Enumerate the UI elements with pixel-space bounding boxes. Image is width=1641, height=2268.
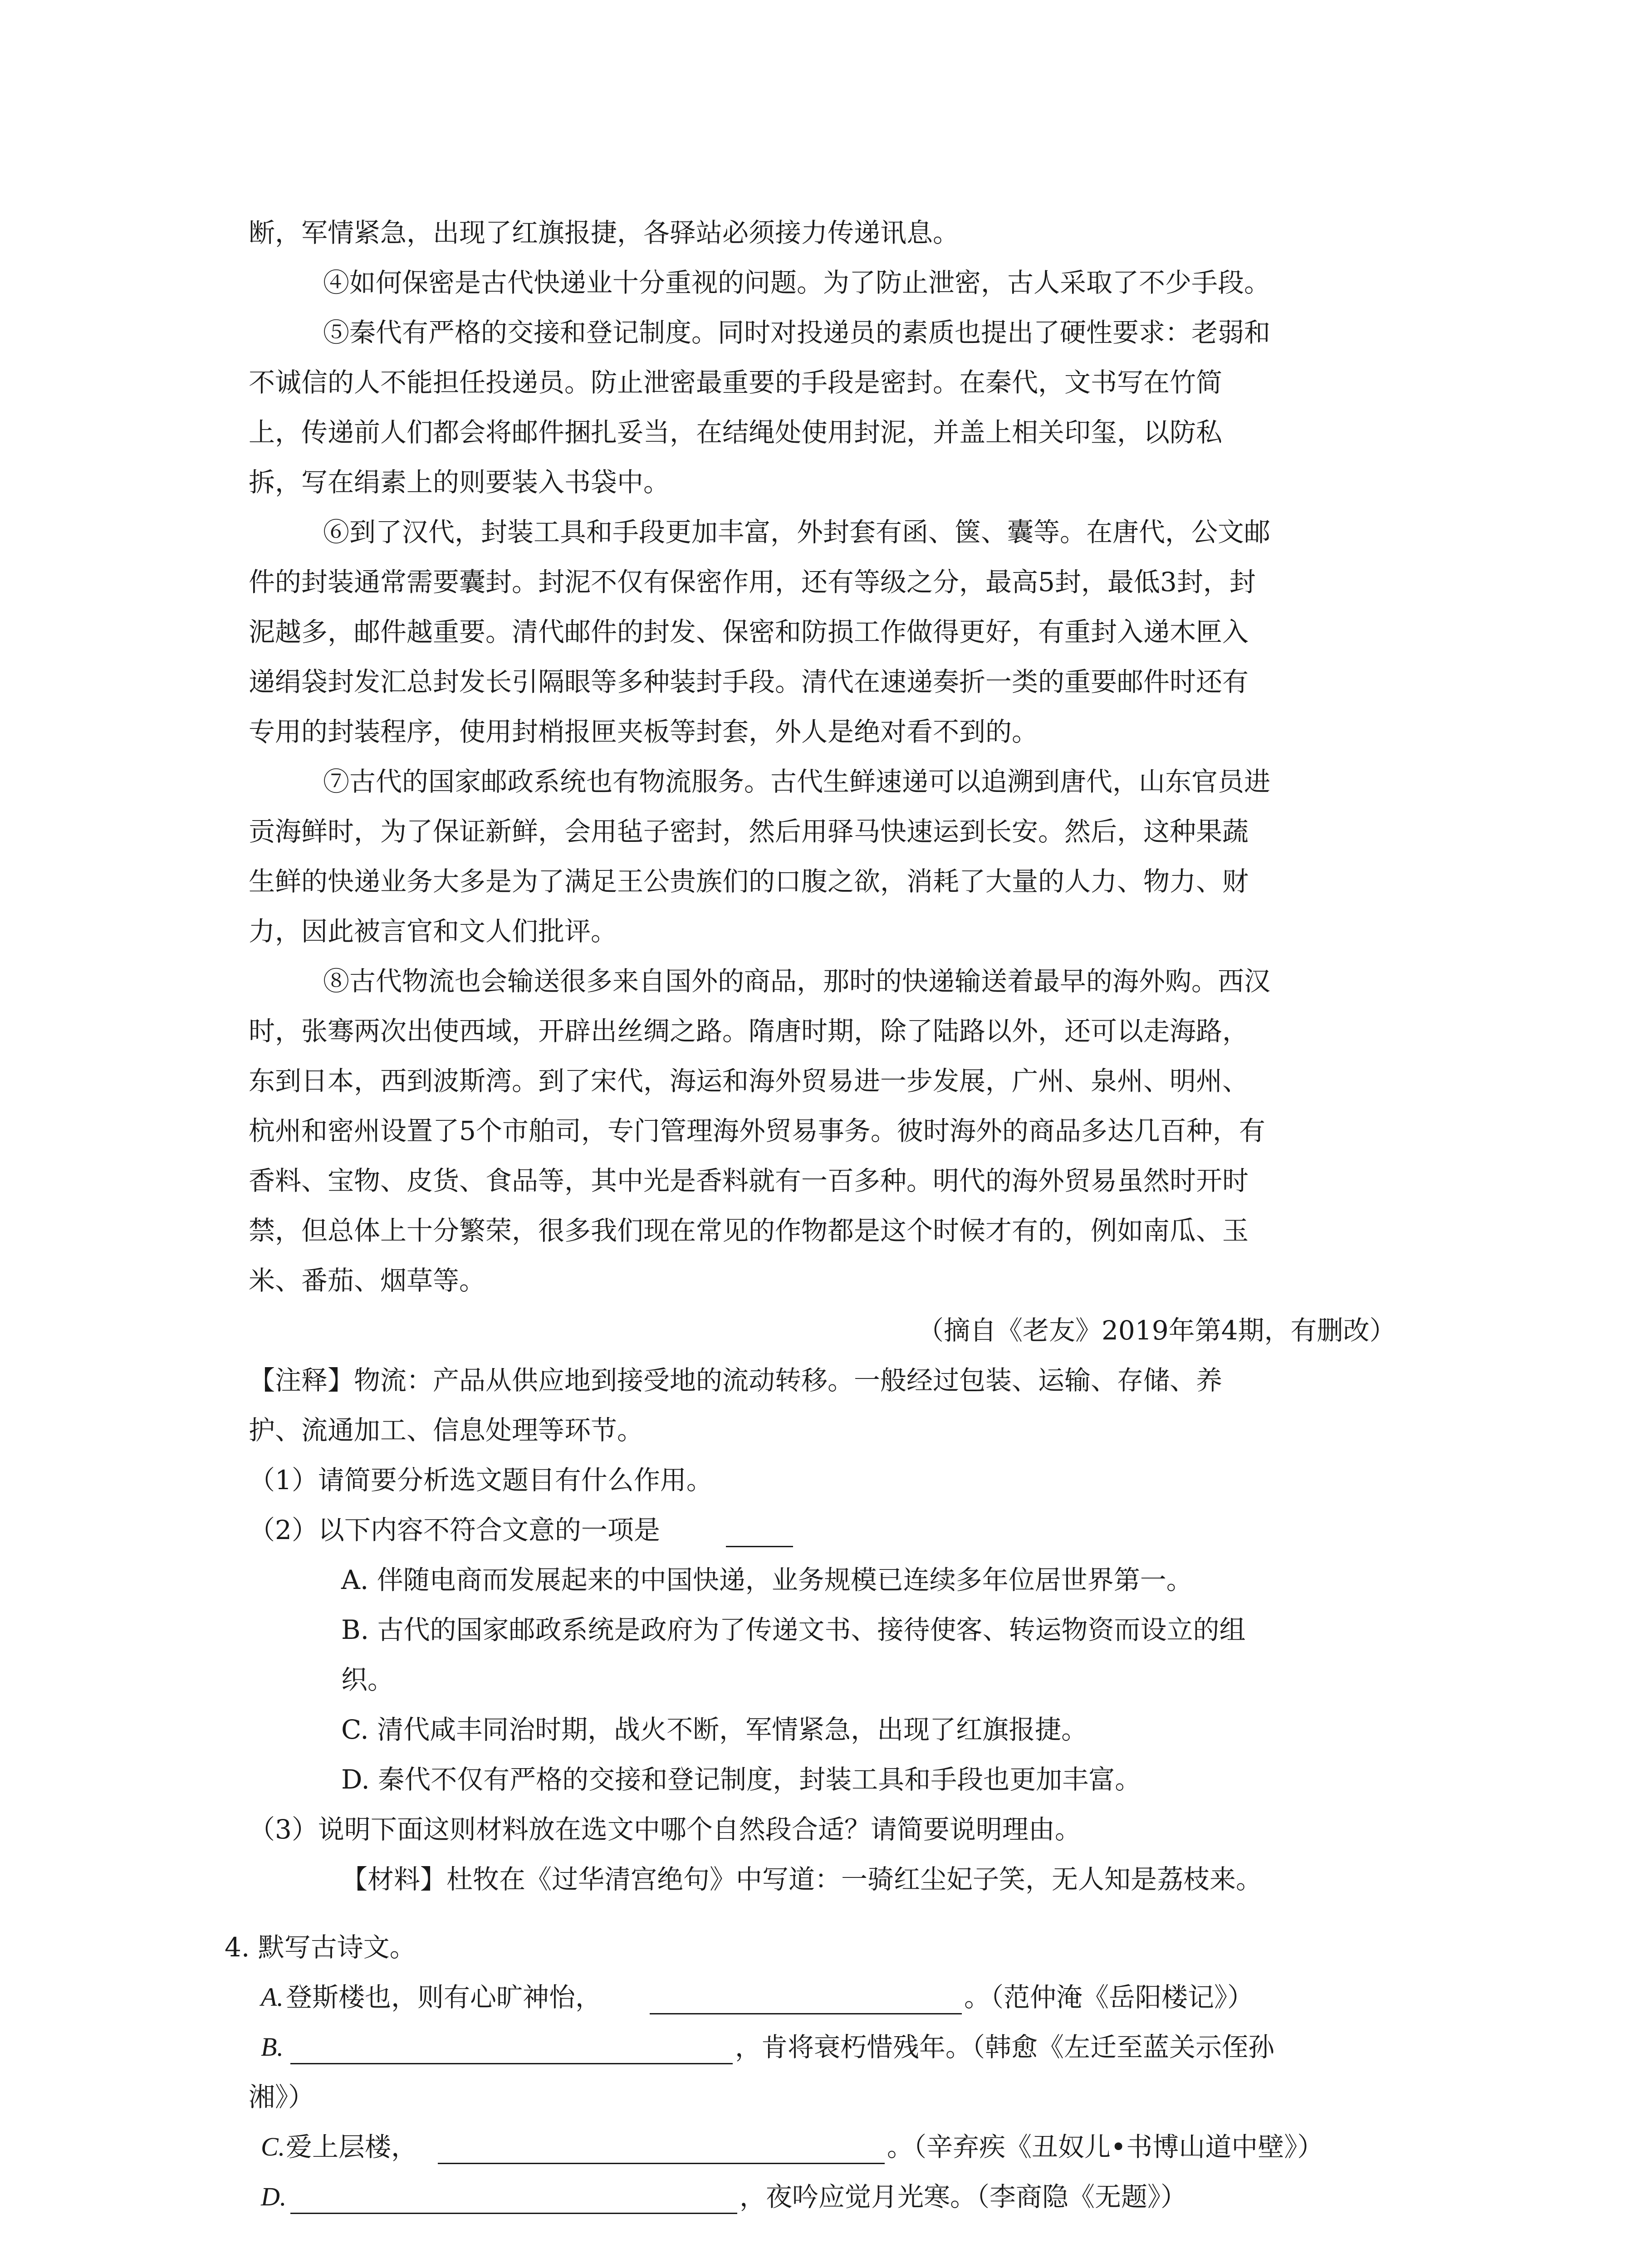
answer-blank[interactable]	[290, 2213, 737, 2214]
option-a: A. 伴随电商而发展起来的中国快递，业务规模已连续多年位居世界第一。	[341, 1564, 1193, 1595]
item-d-label: D.	[261, 2182, 287, 2211]
paragraph-5: ⑤秦代有严格的交接和登记制度。同时对投递员的素质也提出了硬性要求：老弱和	[323, 317, 1271, 348]
item-a-source: 。（范仲淹《岳阳楼记》）	[964, 1982, 1254, 2013]
paragraph-8-line: 禁，但总体上十分繁荣，很多我们现在常见的作物都是这个时候才有的，例如南瓜、玉	[249, 1215, 1249, 1246]
question-3-material: 【材料】杜牧在《过华清宫绝句》中写道：一骑红尘妃子笑，无人知是荔枝来。	[341, 1864, 1263, 1895]
item-a-label: A.	[261, 1982, 284, 2012]
paragraph-7: ⑦古代的国家邮政系统也有物流服务。古代生鲜速递可以追溯到唐代，山东官员进	[323, 766, 1271, 797]
option-b-line: 织。	[341, 1664, 394, 1695]
paragraph-5-line: 上，传递前人们都会将邮件捆扎妥当，在结绳处使用封泥，并盖上相关印玺，以防私	[249, 417, 1223, 448]
paragraph-8-line: 香料、宝物、皮货、食品等，其中光是香料就有一百多种。明代的海外贸易虽然时开时	[249, 1165, 1249, 1196]
item-b-source-line: 湘》）	[249, 2082, 315, 2112]
item-c-source: 。（辛弃疾《丑奴儿•书博山道中壁》）	[887, 2131, 1324, 2162]
paragraph-7-line: 贡海鲜时，为了保证新鲜，会用毡子密封，然后用驿马快速运到长安。然后，这种果蔬	[249, 816, 1249, 847]
paragraph-7-line: 生鲜的快递业务大多是为了满足王公贵族们的口腹之欲，消耗了大量的人力、物力、财	[249, 866, 1249, 897]
section-4-title: 4. 默写古诗文。	[225, 1932, 416, 1963]
paragraph-6-line: 泥越多，邮件越重要。清代邮件的封发、保密和防损工作做得更好，有重封入递木匣入	[249, 616, 1249, 647]
paragraph-6: ⑥到了汉代，封装工具和手段更加丰富，外封套有函、箧、囊等。在唐代，公文邮	[323, 517, 1271, 547]
item-c-label: C.	[261, 2132, 285, 2161]
item-a-text: 登斯楼也，则有心旷神怡，	[286, 1982, 602, 2013]
paragraph-8-line: 杭州和密州设置了5个市舶司，专门管理海外贸易事务。彼时海外的商品多达几百种，有	[249, 1115, 1265, 1146]
paragraph-6-line: 专用的封装程序，使用封梢报匣夹板等封套，外人是绝对看不到的。	[249, 716, 1038, 747]
paragraph-5-line: 不诚信的人不能担任投递员。防止泄密最重要的手段是密封。在秦代，文书写在竹简	[249, 367, 1223, 398]
paragraph-4: ④如何保密是古代快递业十分重视的问题。为了防止泄密，古人采取了不少手段。	[323, 267, 1271, 298]
question-3: （3）说明下面这则材料放在选文中哪个自然段合适？请简要说明理由。	[249, 1814, 1081, 1845]
passage-line: 断，军情紧急，出现了红旗报捷，各驿站必须接力传递讯息。	[249, 217, 960, 248]
item-b-source: ，肯将衰朽惜残年。（韩愈《左迁至蓝关示侄孙	[735, 2032, 1275, 2063]
paragraph-6-line: 件的封装通常需要囊封。封泥不仅有保密作用，还有等级之分，最高5封，最低3封，封	[249, 567, 1256, 597]
paragraph-8-line: 东到日本，西到波斯湾。到了宋代，海运和海外贸易进一步发展，广州、泉州、明州、	[249, 1066, 1249, 1096]
option-c: C. 清代咸丰同治时期，战火不断，军情紧急，出现了红旗报捷。	[341, 1714, 1088, 1745]
paragraph-7-line: 力，因此被言官和文人们批评。	[249, 916, 617, 947]
note: 【注释】物流：产品从供应地到接受地的流动转移。一般经过包装、运输、存储、养	[249, 1365, 1223, 1396]
passage-source: （摘自《老友》2019年第4期，有删改）	[917, 1315, 1396, 1346]
item-b-label: B.	[261, 2032, 284, 2062]
paragraph-8-line: 时，张骞两次出使西域，开辟出丝绸之路。隋唐时期，除了陆路以外，还可以走海路，	[249, 1016, 1249, 1046]
option-b: B. 古代的国家邮政系统是政府为了传递文书、接待使客、转运物资而设立的组	[341, 1614, 1246, 1645]
question-2: （2）以下内容不符合文意的一项是	[249, 1515, 660, 1545]
item-c-text: 爱上层楼，	[286, 2131, 418, 2162]
paragraph-6-line: 递绢袋封发汇总封发长引隔眼等多种装封手段。清代在速递奏折一类的重要邮件时还有	[249, 666, 1249, 697]
paragraph-8-line: 米、番茄、烟草等。	[249, 1265, 486, 1296]
option-d: D. 秦代不仅有严格的交接和登记制度，封装工具和手段也更加丰富。	[341, 1764, 1141, 1795]
paragraph-8: ⑧古代物流也会输送很多来自国外的商品，那时的快递输送着最早的海外购。西汉	[323, 966, 1271, 997]
question-1: （1）请简要分析选文题目有什么作用。	[249, 1465, 713, 1496]
answer-blank[interactable]	[290, 2063, 733, 2064]
note-line: 护、流通加工、信息处理等环节。	[249, 1415, 644, 1446]
answer-blank[interactable]	[650, 2013, 962, 2014]
item-d-source: ，夜吟应觉月光寒。（李商隐《无题》）	[740, 2181, 1187, 2212]
answer-blank[interactable]	[726, 1546, 793, 1547]
paragraph-5-line: 拆，写在绢素上的则要装入书袋中。	[249, 467, 670, 498]
answer-blank[interactable]	[438, 2163, 885, 2164]
